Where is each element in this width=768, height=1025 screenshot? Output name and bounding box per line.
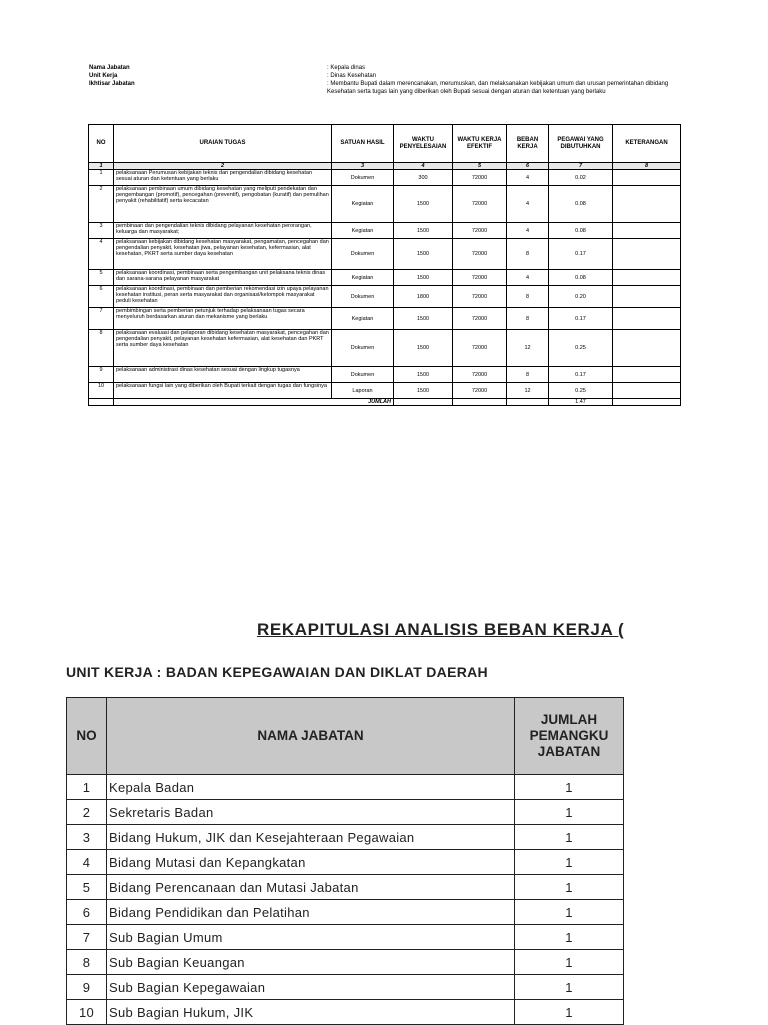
staff-needed: 0.08 — [549, 223, 613, 239]
position-name: Sub Bagian Keuangan — [107, 950, 515, 975]
list-item — [67, 1000, 624, 1025]
position-holders: 1 — [515, 850, 624, 875]
remarks — [613, 308, 681, 330]
row-no: 3 — [89, 223, 114, 239]
work-unit-label: Unit Kerja — [89, 73, 118, 79]
effective-time: 72000 — [453, 170, 507, 186]
workload: 4 — [507, 223, 549, 239]
remarks — [613, 239, 681, 270]
position-name: Bidang Perencanaan dan Mutasi Jabatan — [107, 875, 515, 900]
list-item — [67, 900, 624, 925]
row-no: 8 — [89, 330, 114, 367]
position-holders: 1 — [515, 950, 624, 975]
position-holders: 1 — [515, 800, 624, 825]
row-no: 6 — [89, 286, 114, 308]
task-description: pelaksanaan fungsi lain yang diberikan oleh Bupati terkait dengan tugas dan fungsinya — [114, 383, 332, 399]
position-name: Bidang Mutasi dan Kepangkatan — [107, 850, 515, 875]
col-number: 1 — [89, 163, 114, 170]
table-row — [89, 270, 681, 286]
effective-time: 72000 — [453, 186, 507, 223]
work-unit-row — [89, 72, 689, 80]
effective-time: 72000 — [453, 223, 507, 239]
col-header-workload: BEBAN KERJA — [507, 125, 549, 163]
col-number: 7 — [549, 163, 613, 170]
table-header-row — [89, 125, 681, 163]
staff-needed: 0.17 — [549, 367, 613, 383]
list-item — [67, 775, 624, 800]
completion-time: 1500 — [394, 330, 453, 367]
recap-col-qty: JUMLAH PEMANGKU JABATAN — [515, 698, 624, 775]
output-unit: Kegiatan — [332, 270, 394, 286]
row-no: 10 — [89, 383, 114, 399]
output-unit: Dokumen — [332, 286, 394, 308]
table-row — [89, 170, 681, 186]
recap-no: 2 — [67, 800, 107, 825]
position-holders: 1 — [515, 825, 624, 850]
output-unit: Dokumen — [332, 170, 394, 186]
total-value: 1.47 — [549, 399, 613, 406]
recap-no: 3 — [67, 825, 107, 850]
work-unit-value: : Dinas Kesehatan — [327, 73, 377, 79]
recap-no: 10 — [67, 1000, 107, 1025]
recap-no: 5 — [67, 875, 107, 900]
position-name: Sub Bagian Hukum, JIK — [107, 1000, 515, 1025]
col-header-staff-needed: PEGAWAI YANG DIBUTUHKAN — [549, 125, 613, 163]
completion-time: 1500 — [394, 308, 453, 330]
table-row — [89, 330, 681, 367]
recap-title: REKAPITULASI ANALISIS BEBAN KERJA ( — [257, 620, 625, 639]
recap-no: 7 — [67, 925, 107, 950]
staff-needed: 0.17 — [549, 308, 613, 330]
col-number: 3 — [332, 163, 394, 170]
col-number: 4 — [394, 163, 453, 170]
completion-time: 1500 — [394, 186, 453, 223]
row-no: 2 — [89, 186, 114, 223]
workload: 12 — [507, 383, 549, 399]
output-unit: Dokumen — [332, 330, 394, 367]
job-title-row — [89, 64, 689, 72]
remarks — [613, 330, 681, 367]
position-holders: 1 — [515, 975, 624, 1000]
list-item — [67, 875, 624, 900]
col-header-remarks: KETERANGAN — [613, 125, 681, 163]
remarks — [613, 223, 681, 239]
output-unit: Kegiatan — [332, 186, 394, 223]
workload: 8 — [507, 308, 549, 330]
row-no: 4 — [89, 239, 114, 270]
col-number: 5 — [453, 163, 507, 170]
col-header-effective-time: WAKTU KERJA EFEKTIF — [453, 125, 507, 163]
workload: 8 — [507, 239, 549, 270]
position-name: Sekretaris Badan — [107, 800, 515, 825]
completion-time: 300 — [394, 170, 453, 186]
col-number: 8 — [613, 163, 681, 170]
staff-needed: 0.20 — [549, 286, 613, 308]
recap-header-row — [67, 698, 624, 775]
output-unit: Laporan — [332, 383, 394, 399]
col-header-task: URAIAN TUGAS — [114, 125, 332, 163]
completion-time: 1800 — [394, 286, 453, 308]
job-summary-value: : Membantu Bupati dalam merencanakan, merumuskan, dan melaksanakan kebijakan umum dan urusan pemerintahan dibidang Kesehatan serta tugas lain yang diberikan oleh Bupati sesuai dengan aturan dan ketentuan yang berlaku — [327, 81, 669, 95]
workload: 4 — [507, 170, 549, 186]
completion-time: 1500 — [394, 383, 453, 399]
effective-time: 72000 — [453, 367, 507, 383]
table-row — [89, 383, 681, 399]
job-summary-row — [89, 80, 689, 96]
col-number: 6 — [507, 163, 549, 170]
recap-no: 6 — [67, 900, 107, 925]
position-name: Bidang Pendidikan dan Pelatihan — [107, 900, 515, 925]
remarks — [613, 186, 681, 223]
col-header-output-unit: SATUAN HASIL — [332, 125, 394, 163]
remarks — [613, 383, 681, 399]
position-name: Bidang Hukum, JIK dan Kesejahteraan Pegawaian — [107, 825, 515, 850]
staff-needed: 0.08 — [549, 186, 613, 223]
position-holders: 1 — [515, 925, 624, 950]
table-row — [89, 223, 681, 239]
recap-table — [66, 697, 624, 1025]
row-no: 1 — [89, 170, 114, 186]
task-description: pembimbingan serta pemberian petunjuk terhadap pelaksanaan tugas secara menyeluruh berdasarkan aturan dan mekanisme yang berlaku — [114, 308, 332, 330]
recap-no: 9 — [67, 975, 107, 1000]
list-item — [67, 825, 624, 850]
effective-time: 72000 — [453, 308, 507, 330]
workload: 8 — [507, 286, 549, 308]
recap-unit-line: UNIT KERJA : BADAN KEPEGAWAIAN DAN DIKLAT DAERAH — [66, 664, 488, 680]
table-row — [89, 186, 681, 223]
remarks — [613, 270, 681, 286]
position-name: Sub Bagian Kepegawaian — [107, 975, 515, 1000]
list-item — [67, 925, 624, 950]
table-row — [89, 308, 681, 330]
task-description: pelaksanaan kebijakan dibidang kesehatan masyarakat, pengamatan, pencegahan dan pengendalian penyakit, kesehatan jiwa, pelayanan kesehatan, kefermasian, alat kesehatan, PKRT serta sumber daya kesehatan — [114, 239, 332, 270]
task-description: pelaksanaan administrasi dinas kesehatan sesuai dengan lingkup tugasnya — [114, 367, 332, 383]
recap-no: 4 — [67, 850, 107, 875]
list-item — [67, 975, 624, 1000]
total-row — [89, 399, 681, 406]
list-item — [67, 850, 624, 875]
position-holders: 1 — [515, 775, 624, 800]
recap-no: 1 — [67, 775, 107, 800]
workload: 4 — [507, 270, 549, 286]
remarks — [613, 286, 681, 308]
job-info-block — [89, 64, 689, 96]
completion-time: 1500 — [394, 270, 453, 286]
column-number-row — [89, 163, 681, 170]
job-title-label: Nama Jabatan — [89, 65, 130, 71]
completion-time: 1500 — [394, 223, 453, 239]
effective-time: 72000 — [453, 239, 507, 270]
output-unit: Kegiatan — [332, 308, 394, 330]
row-no: 9 — [89, 367, 114, 383]
list-item — [67, 800, 624, 825]
table-row — [89, 239, 681, 270]
position-holders: 1 — [515, 900, 624, 925]
total-label: JUMLAH — [114, 399, 394, 406]
completion-time: 1500 — [394, 367, 453, 383]
output-unit: Kegiatan — [332, 223, 394, 239]
workload-task-table — [88, 124, 681, 406]
task-description: pelaksanaan koordinasi, pembinaan serta pengembangan unit pelaksana teknis dinas dan sarana-sarana pelayanan masyarakat — [114, 270, 332, 286]
col-header-completion-time: WAKTU PENYELESAIAN — [394, 125, 453, 163]
task-description: pelaksanaan pembinaan umum dibidang kesehatan yang meliputi pendekatan dan pengembangan (promotif), pencegahan (preventif), pengobatan (kuratif) dan pemulihan penyakit (rehabilitatif) serta kecacatan — [114, 186, 332, 223]
position-holders: 1 — [515, 1000, 624, 1025]
task-description: pelaksanaan koordinasi, pembinaan dan pemberian rekomendasi izin upaya pelayanan kesehatan institusi, peran serta masyarakat dan organisasi/kelompok masyarakat peduli kesehatan — [114, 286, 332, 308]
table-row — [89, 367, 681, 383]
staff-needed: 0.17 — [549, 239, 613, 270]
workload: 4 — [507, 186, 549, 223]
list-item — [67, 950, 624, 975]
position-name: Sub Bagian Umum — [107, 925, 515, 950]
task-description: pelaksanaan evaluasi dan pelaporan dibidang kesehatan masyarakat, pencegahan dan pengendalian penyakit, pelayanan kesehatan kefermasian, alat kesehatan dan PKRT serta sumber daya kesehatan — [114, 330, 332, 367]
task-description: pembinaan dan pengendalian teknis dibidang pelayanan kesehatan perorangan, keluarga dan masyarakat; — [114, 223, 332, 239]
workload: 8 — [507, 367, 549, 383]
recap-col-no: NO — [67, 698, 107, 775]
effective-time: 72000 — [453, 286, 507, 308]
effective-time: 72000 — [453, 330, 507, 367]
job-summary-label: Ikhtisar Jabatan — [89, 81, 135, 87]
output-unit: Dokumen — [332, 239, 394, 270]
remarks — [613, 170, 681, 186]
recap-no: 8 — [67, 950, 107, 975]
position-name: Kepala Badan — [107, 775, 515, 800]
effective-time: 72000 — [453, 270, 507, 286]
staff-needed: 0.25 — [549, 330, 613, 367]
staff-needed: 0.02 — [549, 170, 613, 186]
task-description: pelaksanaan Perumusan kebijakan teknis dan pengendalian dibidang kesehatan sesuai aturan dan ketentuan yang berlaku — [114, 170, 332, 186]
col-number: 2 — [114, 163, 332, 170]
remarks — [613, 367, 681, 383]
table-row — [89, 286, 681, 308]
position-holders: 1 — [515, 875, 624, 900]
output-unit: Dokumen — [332, 367, 394, 383]
staff-needed: 0.08 — [549, 270, 613, 286]
job-title-value: : Kepala dinas — [327, 65, 366, 71]
row-no: 7 — [89, 308, 114, 330]
row-no: 5 — [89, 270, 114, 286]
col-header-no: NO — [89, 125, 114, 163]
workload: 12 — [507, 330, 549, 367]
recap-col-name: NAMA JABATAN — [107, 698, 515, 775]
staff-needed: 0.25 — [549, 383, 613, 399]
effective-time: 72000 — [453, 383, 507, 399]
completion-time: 1500 — [394, 239, 453, 270]
